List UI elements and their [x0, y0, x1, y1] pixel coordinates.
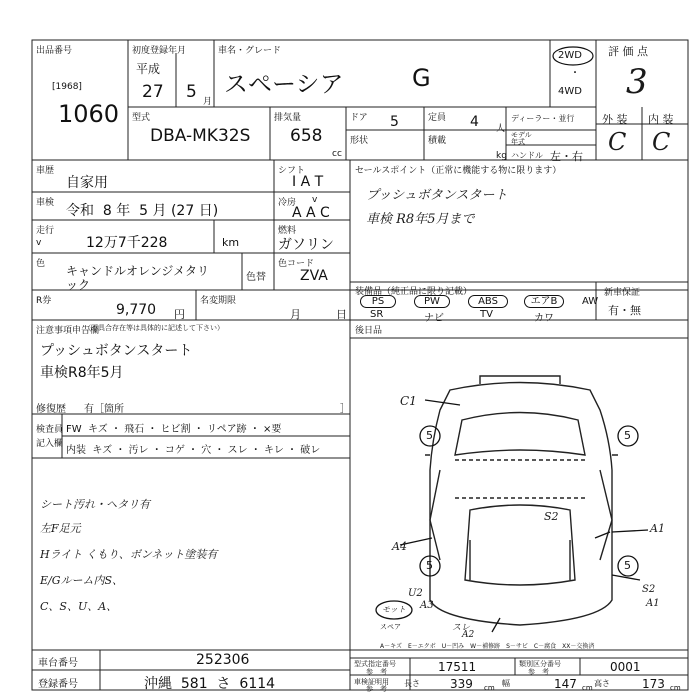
color-value-1: キャンドルオレンジメタリ: [66, 264, 210, 278]
model-year-label2: 年式: [511, 138, 525, 146]
equipment-tv: TV: [480, 309, 493, 320]
color-value-2: ック: [66, 278, 91, 292]
ac-check: v: [312, 195, 318, 205]
equipment-ps: PS: [360, 295, 396, 308]
inspector-label-1: 検査員: [36, 425, 64, 435]
ac-label: 冷房: [278, 198, 297, 208]
first-reg-month: 5: [186, 82, 197, 102]
equipment-aw: AW: [582, 296, 599, 307]
capacity-label: 定員: [428, 113, 447, 123]
displacement-label: 排気量: [274, 113, 302, 123]
recycle-unit: 円: [174, 308, 185, 321]
model-year-label1: モデル: [511, 131, 532, 139]
mark-a2: A2: [462, 630, 475, 640]
length-unit: cm: [484, 684, 495, 692]
recycle-value: 9,770: [116, 302, 157, 318]
dims-label-1: 車検証明用: [354, 678, 389, 686]
inspection-value: 令和 8 年 5 月 (27 日): [66, 203, 219, 219]
diagram-legend: A－キズ E－エクボ U－凹み W－補修跡 S－サビ C－腐食 XX－交換済: [380, 643, 595, 650]
sales-point-hand-2: 車検 R8年5月まで: [366, 212, 475, 227]
hand-note-2: 左F足元: [40, 522, 81, 535]
drive-2wd: 2WD: [558, 50, 582, 61]
model-value: DBA-MK32S: [150, 126, 251, 146]
capacity-unit: 人: [496, 124, 506, 134]
load-unit: kg: [496, 151, 507, 161]
fuel-value: ガソリン: [278, 237, 334, 253]
color-label: 色: [36, 259, 46, 269]
grade-label: 評 価 点: [608, 45, 648, 58]
spare-value: モット: [382, 605, 406, 614]
category-label-2: 参 考: [528, 668, 549, 676]
length-value: 339: [450, 677, 473, 691]
mark-a3: A3: [420, 600, 434, 611]
mark-scuff: スレ: [452, 623, 471, 633]
repair-label: 修復歴: [36, 404, 66, 415]
plate-label: 登録番号: [38, 679, 78, 690]
plate-value: 沖縄 581 さ 6114: [144, 676, 276, 692]
dealer-label: ディーラー・並行: [511, 114, 575, 123]
mark-a4: A4: [392, 540, 407, 553]
width-label: 幅: [502, 679, 510, 688]
mark-s2-rear: S2: [642, 584, 656, 595]
width-value: 147: [554, 677, 577, 691]
category-label-1: 類別区分番号: [519, 660, 561, 668]
doors-label: ドア: [350, 113, 368, 123]
lot-number: 1060: [58, 100, 120, 128]
chassis-label: 車台番号: [38, 658, 78, 669]
color-change-label: 色替: [246, 272, 266, 283]
chassis-value: 252306: [196, 652, 250, 668]
spare-label: スペア: [380, 623, 401, 631]
exterior-grade: C: [608, 128, 627, 156]
car-name-label: 車名・グレード: [218, 46, 282, 56]
warranty-value: 有・無: [608, 304, 641, 317]
mileage-value: 12万7千228: [86, 235, 168, 251]
name-change-label: 名変期限: [200, 296, 237, 306]
capacity-value: 4: [470, 114, 479, 130]
color-code-label: 色コード: [278, 259, 315, 269]
designation-label-2: 参 考: [366, 668, 387, 676]
lot-sub: [1968]: [52, 82, 82, 92]
equipment-navi: ナビ: [424, 313, 444, 324]
length-label: 長さ: [404, 679, 420, 688]
height-label: 高さ: [594, 679, 610, 688]
mark-u2: U2: [408, 588, 423, 599]
first-reg-label: 初度登録年月: [132, 46, 187, 56]
inspection-label: 車検: [36, 198, 55, 208]
first-reg-year: 27: [142, 82, 164, 102]
displacement-value: 658: [290, 126, 323, 146]
warranty-label: 新車保証: [604, 288, 641, 298]
mark-a1-rear: A1: [646, 598, 660, 609]
designation-value: 17511: [438, 660, 477, 674]
designation-label-1: 型式指定番号: [354, 660, 396, 668]
repair-close: ］: [340, 404, 350, 415]
mark-a1: A1: [650, 522, 665, 535]
equipment-label: 装備品（純正品に限り記載）: [355, 287, 473, 297]
model-label: 型式: [132, 113, 151, 123]
width-unit: cm: [582, 684, 593, 692]
fuel-label: 燃料: [278, 226, 297, 236]
ac-value: A A C: [292, 205, 330, 221]
drive-dot: ・: [570, 68, 580, 79]
rear-seat-label: 後日品: [355, 326, 383, 336]
shape-label: 形状: [350, 136, 369, 146]
interior-grade: C: [652, 128, 671, 156]
inspector-row-2: 内装 キズ ・ 汚レ ・ コゲ ・ 穴 ・ スレ ・ キレ ・ 破レ: [66, 445, 321, 456]
history-label: 車歴: [36, 166, 55, 176]
mileage-unit: km: [222, 236, 240, 249]
equipment-leather: カワ: [534, 313, 554, 324]
handle-label: ハンドル: [511, 151, 543, 160]
notes-line-1: プッシュボタンスタート: [40, 343, 193, 359]
handle-value: 左・右: [550, 150, 583, 163]
color-code-value: ZVA: [300, 268, 328, 284]
shift-value: I A T: [292, 174, 324, 190]
hand-note-5: C、S、U、A、: [40, 600, 118, 613]
mark-s2: S2: [544, 510, 559, 523]
load-label: 積載: [428, 136, 447, 146]
shift-label: シフト: [278, 166, 306, 176]
inspector-label-2: 記入欄: [36, 439, 64, 449]
hand-note-3: Hライト くもり、ボンネット塗装有: [40, 548, 218, 561]
equipment-abs: ABS: [468, 295, 508, 308]
hand-note-4: E/Gルーム内S、: [40, 574, 124, 587]
mileage-label: 走行: [36, 226, 55, 236]
grade-score: 3: [626, 62, 648, 102]
lot-label: 出品番号: [36, 46, 73, 56]
tire-rl: 5: [426, 559, 433, 572]
history-value: 自家用: [66, 175, 108, 191]
car-grade: G: [412, 64, 431, 92]
notes-sub: （不具合存在等は具体的に記述して下さい）: [84, 324, 224, 332]
notes-line-2: 車検R8年5月: [40, 365, 124, 381]
mark-c1: C1: [400, 394, 417, 408]
name-change-month: 月: [290, 308, 301, 321]
displacement-unit: cc: [332, 149, 342, 159]
exterior-label: 外 装: [602, 113, 628, 126]
inspector-row-1: FW キズ ・ 飛石 ・ ヒビ割 ・ リペア跡 ・ ×要: [66, 424, 282, 435]
recycle-label: R券: [36, 296, 52, 306]
tire-fr: 5: [624, 429, 631, 442]
height-value: 173: [642, 677, 665, 691]
car-name: スペーシア: [224, 70, 344, 98]
interior-label: 内 装: [648, 113, 674, 126]
equipment-airbag: エアB: [524, 295, 564, 308]
sales-point-hand-1: プッシュボタンスタート: [366, 188, 508, 203]
hand-note-1: シート汚れ・ヘタリ有: [40, 498, 150, 511]
equipment-pw: PW: [414, 295, 450, 308]
repair-value: 有［箇所: [84, 404, 124, 415]
first-reg-month-suffix: 月: [203, 97, 213, 107]
equipment-sr: SR: [370, 309, 384, 320]
height-unit: cm: [670, 684, 681, 692]
mileage-check: v: [36, 238, 42, 248]
category-value: 0001: [610, 660, 641, 674]
tire-fl: 5: [426, 429, 433, 442]
tire-rr: 5: [624, 559, 631, 572]
doors-value: 5: [390, 114, 399, 130]
drive-4wd: 4WD: [558, 86, 582, 97]
dims-label-2: 参 考: [366, 685, 387, 693]
sales-point-label: セールスポイント（正常に機能する物に限ります）: [355, 166, 562, 176]
car-diagram: [425, 376, 618, 625]
name-change-day: 日: [336, 308, 347, 321]
first-reg-era: 平成: [136, 62, 161, 76]
notes-label: 注意事項申告欄: [36, 326, 100, 336]
